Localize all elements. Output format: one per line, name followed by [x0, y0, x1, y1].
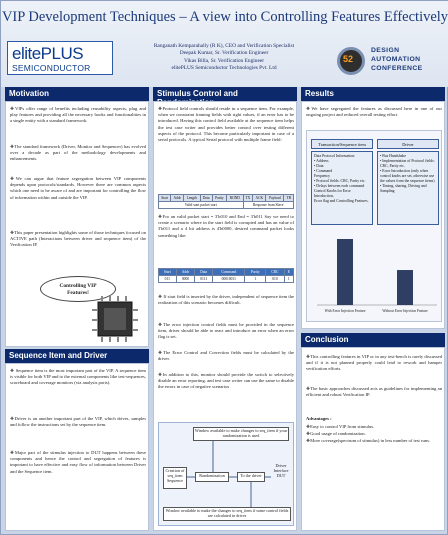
- author-line: Vikas Billa, Sr. Verification Engineer: [183, 57, 265, 64]
- flow-box-creation: Creation of seq_item Sequence: [163, 467, 187, 489]
- flow-box-randomization: Randomization: [195, 472, 229, 482]
- table-cell: 1: [245, 276, 266, 283]
- flow-arrows-icon: [159, 423, 295, 527]
- table-cell: 1: [284, 276, 293, 283]
- table-header-cell: TX: [243, 195, 253, 202]
- conference-logo-line: AUTOMATION: [371, 56, 421, 63]
- diagram-left-item: Data Protocol Information:: [314, 154, 356, 158]
- table-header-cell: Addr: [176, 269, 195, 276]
- flow-note-top: Window available to make changes to seq_item if your randomization is used: [193, 427, 289, 441]
- diagram-left-item: • Address: [314, 159, 329, 163]
- section-motivation: [5, 101, 149, 347]
- table-cell: 010: [266, 276, 284, 283]
- flow-box-interface: Driver Interface DUT: [271, 463, 291, 493]
- diagram-right-item: • Implementation of Protocol fields: CRC, Parity etc.: [380, 159, 435, 168]
- company-logo-brand: elitePLUS: [12, 44, 84, 63]
- callout-text: Controlling VIP: [59, 283, 97, 289]
- poster-title: VIP Development Techniques – A view into Controlling Features Effectively: [1, 9, 448, 25]
- section-heading-sequence: Sequence Item and Driver: [5, 349, 149, 363]
- conference-logo-line: CONFERENCE: [371, 65, 423, 72]
- table-header-cell: E: [284, 269, 293, 276]
- table-header-cell: Start: [159, 195, 171, 202]
- author-line: Ranganath Kemparahally (R K), CEO and Verification Specialist: [153, 43, 295, 49]
- table-header-cell: CRC: [266, 269, 284, 276]
- motivation-paragraph: ❖The standard framework (Driver, Monitor and Sequencer) has evolved over a decade as part of the methodology developments and enhancements.: [10, 144, 146, 162]
- conference-number: 52: [343, 54, 354, 64]
- table-header-cell: Length: [184, 195, 200, 202]
- table-header-cell: ROND: [227, 195, 243, 202]
- stimulus-flow-diagram: [158, 422, 294, 526]
- author-line: elitePLUS Semiconductor Technologies Pvt. Ltd: [171, 65, 277, 72]
- bar-label: With Error Injection Feature: [324, 309, 366, 313]
- table-header-cell: Data: [195, 269, 213, 276]
- conference-logo: [335, 41, 443, 81]
- author-line: Deepak Kumar, Sr. Verification Engineer: [179, 50, 269, 57]
- table-cell: 0000: [176, 276, 195, 283]
- poster-header: [1, 1, 448, 87]
- frame-fields-table: [158, 194, 294, 209]
- company-logo: [7, 41, 113, 75]
- author-list: [119, 43, 329, 73]
- flow-note-bottom: Window available to make the changes to seq_item if some control fields are calculated in driver: [163, 507, 291, 521]
- advantages-title: Advantages :: [306, 416, 332, 421]
- bar-label: Without Error Injection Feature: [382, 309, 428, 313]
- table-header-cell: Parity: [212, 195, 226, 202]
- section-sequence: [5, 363, 149, 531]
- flow-box-driver: To the driver: [237, 472, 265, 482]
- section-heading-results: Results: [301, 87, 445, 101]
- stimulus-paragraph: ❖ If start field is inserted by the driver, independent of sequence item the realization of this scenario becomes difficult.: [158, 294, 294, 306]
- stimulus-paragraph: ❖The error injection control fields must be provided in the sequence item, driver should be able to react and introduce an error when an error flag is set.: [158, 322, 294, 340]
- table-header-cell: Parity: [245, 269, 266, 276]
- table-cell: 00010011: [213, 276, 245, 283]
- results-paragraph: ❖We have segregated the features as discussed here in one of our ongoing project and reduced overall testing effort.: [306, 106, 442, 118]
- stimulus-paragraph: ❖For an valid packet start = 3'b010 and End = 3'b011 Say we need to create a scenario where in the start field is corrupted and has an value of 3'b011 and a 4 bit address is 4'b0000, desired command packet looks something like:: [158, 214, 294, 238]
- table-cell: 0111: [195, 276, 213, 283]
- diagram-left-item: • Command: [314, 169, 333, 173]
- stimulus-paragraph: ❖In addition to this, monitor should provide the switch to selectively disable an error reporting, and test case writer can use the same to disable the errors in case of negative scenarios: [158, 372, 294, 390]
- sequence-paragraph: ❖Driver is an another important part of the VIP, which drives, samples and follow the instructions set by the sequence item.: [10, 416, 146, 428]
- advantage-item: ❖Easy to control VIP from stimulus.: [306, 424, 375, 429]
- conference-logo-line: DESIGN: [371, 47, 400, 54]
- bar-with-error-injection: [337, 239, 353, 305]
- bar-without-error-injection: [397, 270, 413, 305]
- advantage-item: ❖More coverage(spectrum of stimulus) in less number of test runs.: [306, 438, 431, 443]
- table-header-cell: Addr: [171, 195, 184, 202]
- table-header-cell: TB: [284, 195, 294, 202]
- diagram-right-item: • Timing, sharing, Driving and Sampling: [380, 184, 427, 193]
- table-header-cell: ACK: [253, 195, 266, 202]
- table-cell: 011: [159, 276, 177, 283]
- motivation-paragraph: ❖This paper presentation highlights some of those techniques focused on ACTIVE path (Interactions between driver and sequence item) of the Verification IP.: [10, 230, 146, 248]
- section-heading-motivation: Motivation: [5, 87, 149, 101]
- table-header-cell: Start: [159, 269, 177, 276]
- diagram-left-item: Control Knobs for Error Introduction,: [314, 189, 351, 198]
- diagram-right-box: [377, 151, 439, 225]
- callout-text: Features!: [67, 289, 89, 296]
- diagram-left-item: Error flag and Controlling Features.: [314, 199, 369, 203]
- diagram-right-item: • Bus Handshake: [380, 154, 407, 158]
- table-header-cell: Command: [213, 269, 245, 276]
- section-stimulus: [153, 101, 297, 531]
- diagram-right-title: Driver: [377, 139, 439, 149]
- diagram-right-item: • Error Introduction (only when control knobs are set, otherwise use the values from the sequence items): [380, 169, 435, 183]
- results-bar-chart: [307, 227, 443, 319]
- table-cell: Response from Slave: [243, 202, 294, 209]
- section-heading-stimulus: Stimulus Control and: [153, 87, 297, 101]
- table-header-cell: Payload: [266, 195, 284, 202]
- section-conclusion: [301, 347, 445, 531]
- command-packet-table: [158, 268, 294, 283]
- advantage-item: ❖Good usage of randomization.: [306, 431, 366, 436]
- diagram-left-item: • Data: [314, 164, 324, 168]
- microchip-icon: [90, 292, 140, 344]
- stimulus-paragraph: ❖Protocol field controls should reside in a sequence item. For example, when we constraint framing fields with right values, if an error has to be introduced. Having this control field available at the sequence item helps the test case writer and provides better control over testing different aspects of the protocol. This become particularly important in case of a serial protocols. A typical Serial protocol with multiple frame field:: [158, 106, 294, 143]
- diagram-left-item: Frequency: [314, 174, 331, 178]
- conclusion-paragraph: ❖The basic approaches discussed acts as guidelines for implementing an efficient and robust Verification IP.: [306, 386, 442, 398]
- section-heading-conclusion: Conclusion: [301, 333, 445, 347]
- diagram-left-box: [311, 151, 373, 225]
- table-cell: Valid start packet start: [159, 202, 244, 209]
- company-logo-subtitle: SEMICONDUCTOR: [12, 63, 91, 73]
- results-diagram: [306, 130, 442, 322]
- section-results: [301, 101, 445, 329]
- table-header-cell: Data: [200, 195, 212, 202]
- sequence-paragraph: ❖Major part of the stimulus injection to DUT happens between these components and hence the control and segregation of features is important to have effective and easy flow of information between Driver and the Sequence item.: [10, 450, 146, 474]
- sequence-paragraph: ❖ Sequence item is the most important part of the VIP. A sequence item is visible for both VIP and to the external components like test-sequences, scoreboard and coverage monitors (via analysis ports).: [10, 368, 146, 386]
- motivation-paragraph: ❖We can argue that feature segregation between VIP components depends upon protocols/standards. However there are common aspects which one need to be aware of and are important for controlling the flow of information within and outside the VIP.: [10, 176, 146, 200]
- diagram-left-title: Transaction/Sequence item: [311, 139, 373, 149]
- diagram-left-item: • Delays between each command: [314, 184, 365, 188]
- stimulus-paragraph: ❖The Error Control and Correction fields must be calculated by the driver.: [158, 350, 294, 362]
- motivation-paragraph: ❖VIPs offer range of benefits including reusability aspects, plug and play features and providing all the necessary hooks and functionalities in a single entity with a standard framework.: [10, 106, 146, 124]
- conclusion-paragraph: ❖This controlling features in VIP or in any test-bench is rarely discussed and if it is not planned properly could lead to rework and hamper verification efforts.: [306, 354, 442, 372]
- diagram-left-item: • Protocol fields: CRC, Parity etc.: [314, 179, 366, 183]
